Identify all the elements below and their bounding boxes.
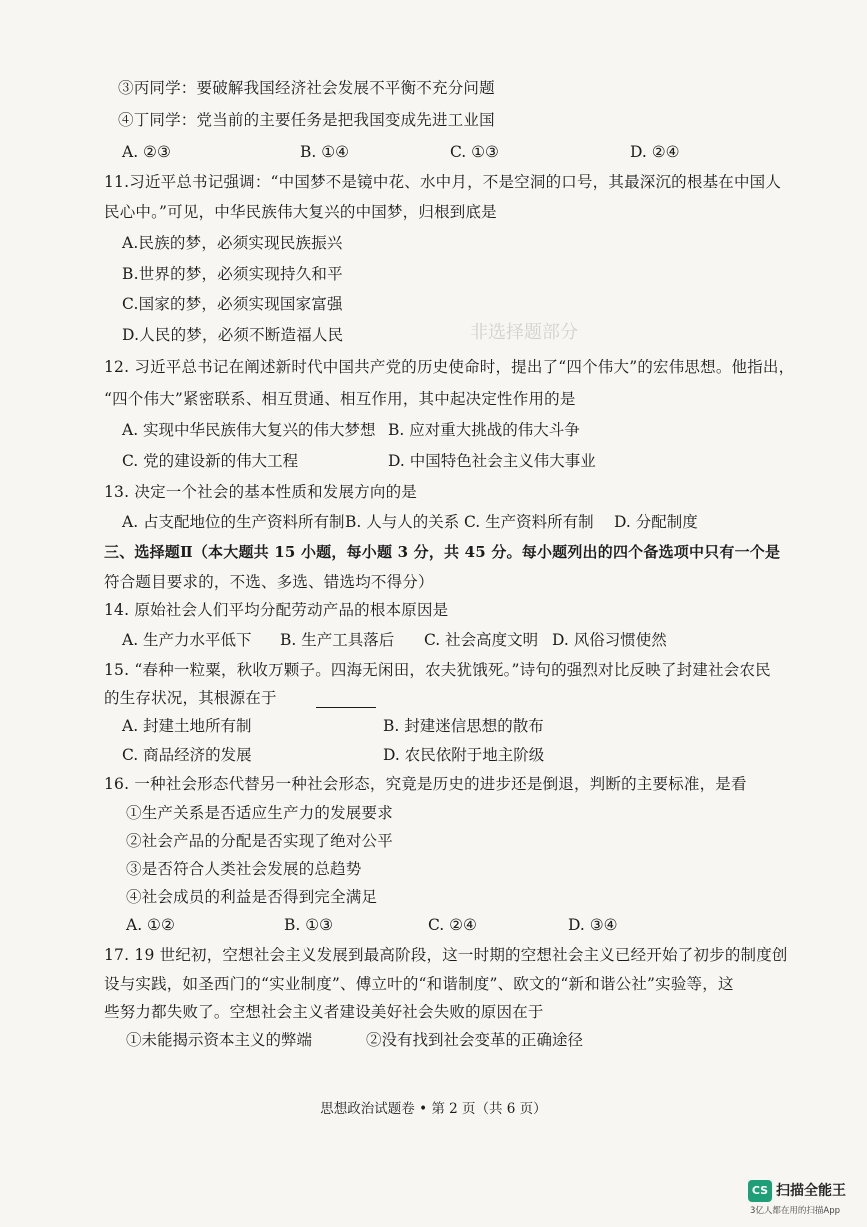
q13-option-b: B. 人与人的关系: [345, 513, 460, 531]
camscanner-logo-icon: CS: [748, 1180, 772, 1202]
q12-option-c: C. 党的建设新的伟大工程: [122, 452, 299, 470]
q15-option-a: A. 封建土地所有制: [122, 717, 252, 735]
q11-option-a: A.民族的梦，必须实现民族振兴: [122, 234, 343, 252]
q14-option-d: D. 风俗习惯使然: [552, 631, 667, 649]
q16-option-a: A. ①②: [126, 916, 175, 934]
q12-stem-line1: 12. 习近平总书记在阐述新时代中国共产党的历史使命时，提出了“四个伟大”的宏伟思想。他指出，: [104, 358, 795, 376]
q12-option-a: A. 实现中华民族伟大复兴的伟大梦想: [122, 421, 376, 439]
statement-3: ③丙同学：要破解我国经济社会发展不平衡不充分问题: [118, 79, 495, 97]
q13-option-c: C. 生产资料所有制: [464, 513, 594, 531]
q16-option-d: D. ③④: [568, 916, 618, 934]
watermark-tagline: 3亿人都在用的扫描App: [750, 1206, 841, 1216]
q13-option-d: D. 分配制度: [614, 513, 698, 531]
statement-4: ④丁同学：党当前的主要任务是把我国变成先进工业国: [118, 111, 495, 129]
q15-stem-line1: 15. “春种一粒粟，秋收万颗子。四海无闲田，农夫犹饿死。”诗句的强烈对比反映了封建社会农民: [104, 661, 771, 679]
q15-option-b: B. 封建迷信思想的散布: [383, 717, 544, 735]
q11-option-b: B.世界的梦，必须实现持久和平: [122, 265, 343, 283]
q12-option-b: B. 应对重大挑战的伟大斗争: [388, 421, 580, 439]
q10-option-a: A. ②③: [122, 143, 171, 161]
watermark-app-name: 扫描全能王: [776, 1183, 846, 1199]
q13-stem: 13. 决定一个社会的基本性质和发展方向的是: [104, 483, 417, 501]
q14-option-a: A. 生产力水平低下: [122, 631, 252, 649]
q12-option-d: D. 中国特色社会主义伟大事业: [388, 452, 596, 470]
q15-option-c: C. 商品经济的发展: [122, 746, 252, 764]
q10-option-d: D. ②④: [630, 143, 680, 161]
page-footer: 思想政治试题卷 • 第 2 页（共 6 页）: [320, 1101, 547, 1117]
section-3-heading-line1: 三、选择题Ⅱ（本大题共 15 小题，每小题 3 分，共 45 分。每小题列出的四个备选项中只有一个是: [104, 543, 781, 561]
q17-stem-line2: 设与实践，如圣西门的“实业制度”、傅立叶的“和谐制度”、欧文的“新和谐公社”实验等，这: [104, 975, 734, 993]
q11-option-c: C.国家的梦，必须实现国家富强: [122, 295, 343, 313]
q15-stem-line2: 的生存状况，其根源在于: [104, 689, 277, 707]
q14-stem: 14. 原始社会人们平均分配劳动产品的根本原因是: [104, 601, 449, 619]
q15-option-d: D. 农民依附于地主阶级: [383, 746, 545, 764]
q16-statement-3: ③是否符合人类社会发展的总趋势: [126, 860, 362, 878]
scanner-watermark: [748, 1176, 862, 1220]
section-3-heading-line2: 符合题目要求的，不选、多选、错选均不得分）: [104, 573, 434, 591]
q13-option-a: A. 占支配地位的生产资料所有制: [122, 513, 345, 531]
q16-stem: 16. 一种社会形态代替另一种社会形态，究竟是历史的进步还是倒退，判断的主要标准，是看: [104, 775, 747, 793]
q11-stem-line2: 民心中。”可见，中华民族伟大复兴的中国梦，归根到底是: [104, 203, 497, 221]
q10-option-b: B. ①④: [300, 143, 350, 161]
q12-stem-line2: “四个伟大”紧密联系、相互贯通、相互作用，其中起决定性作用的是: [104, 390, 576, 408]
q11-option-d: D.人民的梦，必须不断造福人民: [122, 326, 344, 344]
q17-stem-line3: 些努力都失败了。空想社会主义者建设美好社会失败的原因在于: [104, 1003, 544, 1021]
q14-option-b: B. 生产工具落后: [280, 631, 395, 649]
q14-option-c: C. 社会高度文明: [424, 631, 539, 649]
q17-statement-2: ②没有找到社会变革的正确途径: [366, 1031, 584, 1049]
handwritten-underline: [316, 707, 376, 708]
q10-option-c: C. ①③: [450, 143, 499, 161]
q11-stem-line1: 11.习近平总书记强调：“中国梦不是镜中花、水中月，不是空洞的口号，其最深沉的根基在中国人: [104, 173, 782, 191]
q16-statement-1: ①生产关系是否适应生产力的发展要求: [126, 804, 393, 822]
bleed-through-text: 非选择题部分: [470, 322, 578, 343]
q16-statement-4: ④社会成员的利益是否得到完全满足: [126, 888, 378, 906]
q16-statement-2: ②社会产品的分配是否实现了绝对公平: [126, 832, 393, 850]
q16-option-b: B. ①③: [284, 916, 334, 934]
q17-stem-line1: 17. 19 世纪初，空想社会主义发展到最高阶段，这一时期的空想社会主义已经开始了初步的制度创: [104, 946, 788, 964]
q17-statement-1: ①未能揭示资本主义的弊端: [126, 1031, 313, 1049]
q16-option-c: C. ②④: [428, 916, 477, 934]
